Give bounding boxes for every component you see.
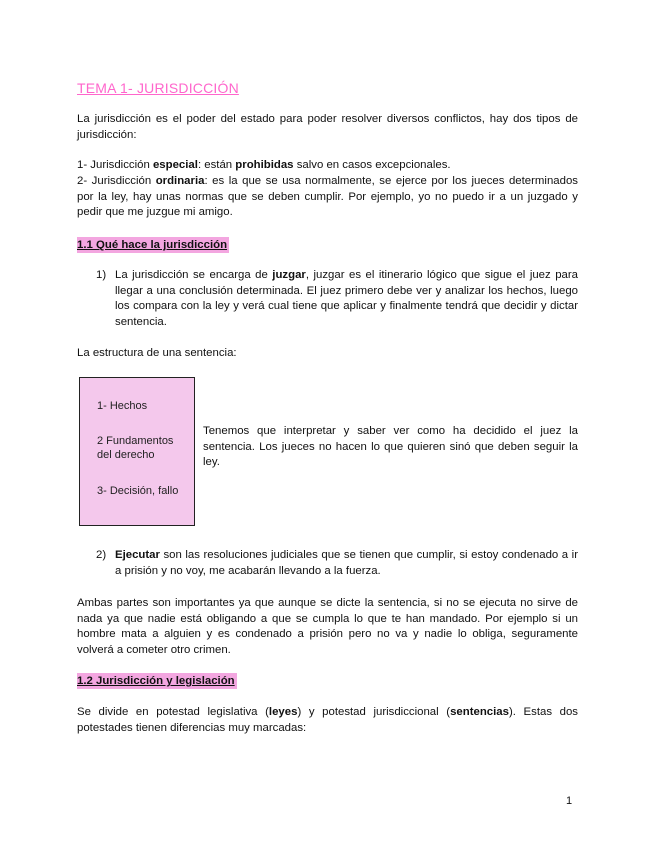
- intro-paragraph: La jurisdicción es el poder del estado para poder resolver diversos conflictos, hay dos tipos de jurisdicción:: [77, 113, 578, 141]
- box-line-fundamentos: 2 Fundamentos: [97, 435, 174, 447]
- page-number: 1: [566, 795, 573, 807]
- box-line-hechos: 1- Hechos: [97, 400, 148, 412]
- section-1-heading: 1.1 Qué hace la jurisdicción: [77, 239, 228, 251]
- box-line-decision: 3- Decisión, fallo: [97, 485, 179, 497]
- page-title: TEMA 1- JURISDICCIÓN: [77, 80, 239, 96]
- box-line-derecho: del derecho: [97, 449, 155, 461]
- conclusion-paragraph: Ambas partes son importantes ya que aunque se dicte la sentencia, si no se ejecuta no sirve de nada ya que nadie está obligando a que se cumpla lo que te han mandado. Por ejemplo si un hombre mata a alguien y es condenado a prisión pero no va y nadie lo obliga, seguramente volverá a cometer otro crimen.: [77, 597, 578, 656]
- section-2-paragraph: Se divide en potestad legislativa (leyes) y potestad jurisdiccional (sentencias). Estas dos potestades tienen diferencias muy marcadas:: [77, 706, 578, 734]
- interpretation-paragraph: Tenemos que interpretar y saber ver como ha decidido el juez la sentencia. Los jueces no hacen lo que quieren sinó que deben seguir la ley.: [203, 425, 578, 468]
- list-item-text: La jurisdicción se encarga de juzgar, juzgar es el itinerario lógico que sigue el juez para llegar a una conclusión determinada. El juez primero debe ver y analizar los hechos, luego los compara con la ley y verá cual tiene que aplicar y finalmente tendrá que decidir y dictar sentencia.: [115, 269, 578, 328]
- structure-label: La estructura de una sentencia:: [77, 347, 237, 359]
- list-number: 2): [96, 549, 107, 561]
- list-number: 1): [96, 269, 107, 281]
- list-item-text: Ejecutar son las resoluciones judiciales que se tienen que cumplir, si estoy condenado a ir a prisión y no voy, me acabarán llevando a la fuerza.: [115, 549, 578, 577]
- sentence-structure-box: [79, 377, 195, 526]
- type-1-paragraph: 1- Jurisdicción especial: están prohibidas salvo en casos excepcionales.: [77, 159, 451, 171]
- section-2-heading: 1.2 Jurisdicción y legislación: [77, 675, 235, 687]
- type-2-paragraph: 2- Jurisdicción ordinaria: es la que se usa normalmente, se ejerce por los jueces determinados por la ley, hay unas normas que se deben cumplir. Por ejemplo, yo no puedo ir a un juzgado y pedir que me juzgue mi amigo.: [77, 175, 578, 218]
